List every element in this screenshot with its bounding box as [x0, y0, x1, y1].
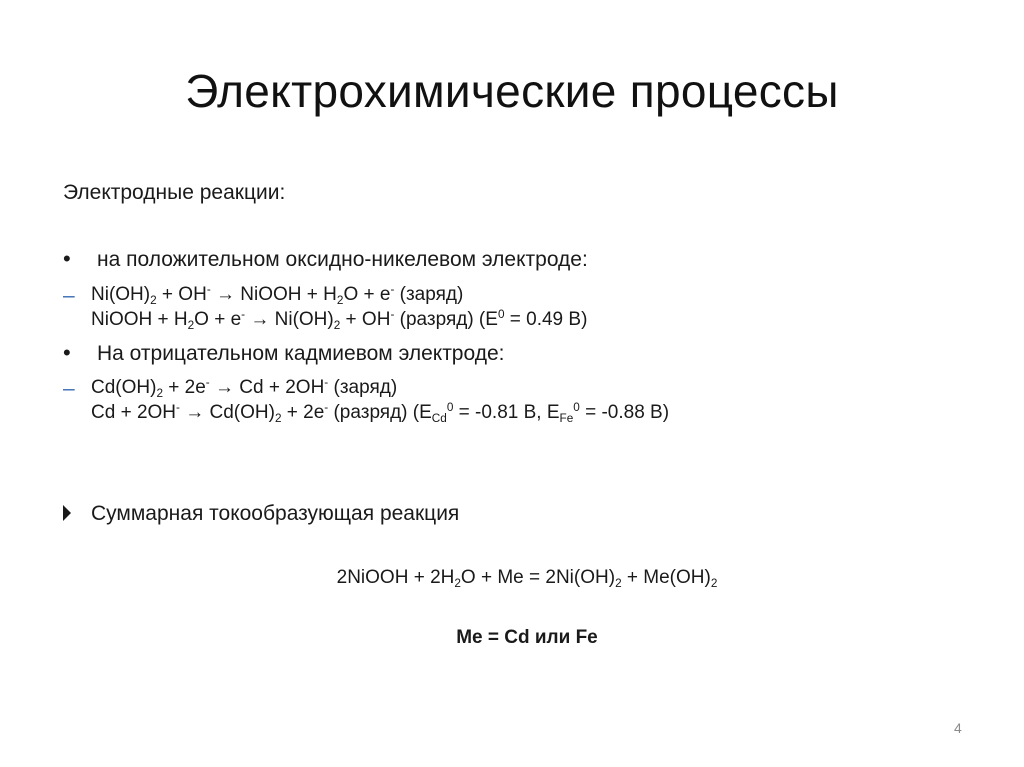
- overall-reaction-equation: 2NiOOH + $2H_2O + Me = 2Ni(OH)_2 + Me(OH)_2$: [336, 567, 718, 591]
- negative-discharge-reaction: $Cd + 2OH^- \to Cd(OH)_2 + 2e^-$ (разряд) ($E_{Cd}^0 = -0.81$ В, $E_{Fe}^0 = -0.88$ В): [91, 400, 670, 426]
- summary-heading: Суммарная токообразующая реакция: [91, 502, 460, 525]
- metal-definition: Me = Cd или Fe: [456, 627, 598, 648]
- slide-title: Электрохимические процессы: [185, 65, 839, 117]
- bullet-dot: •: [63, 246, 71, 271]
- negative-charge-reaction: $Cd(OH)_2 + 2e^- \to Cd + 2OH^-$ (заряд): [91, 375, 398, 401]
- positive-electrode-heading: на положительном оксидно-никелевом электроде:: [97, 248, 588, 271]
- section-subheading: Электродные реакции:: [63, 181, 286, 204]
- positive-charge-reaction: $Ni(OH)_2 + OH^-$ → NiOOH + $H_2O + e^-$ (заряд): [91, 282, 464, 308]
- triangle-bullet-icon: [61, 502, 73, 529]
- page-number: 4: [954, 720, 962, 736]
- positive-discharge-reaction: NiOOH + $H_2O + e^- \to Ni(OH)_2 + OH^-$ (разряд) ($E^0 = 0.49$ В): [91, 307, 588, 333]
- bullet-dot: •: [63, 340, 71, 365]
- dash-marker: –: [63, 284, 75, 307]
- negative-electrode-heading: На отрицательном кадмиевом электроде:: [97, 342, 505, 365]
- dash-marker: –: [63, 377, 75, 400]
